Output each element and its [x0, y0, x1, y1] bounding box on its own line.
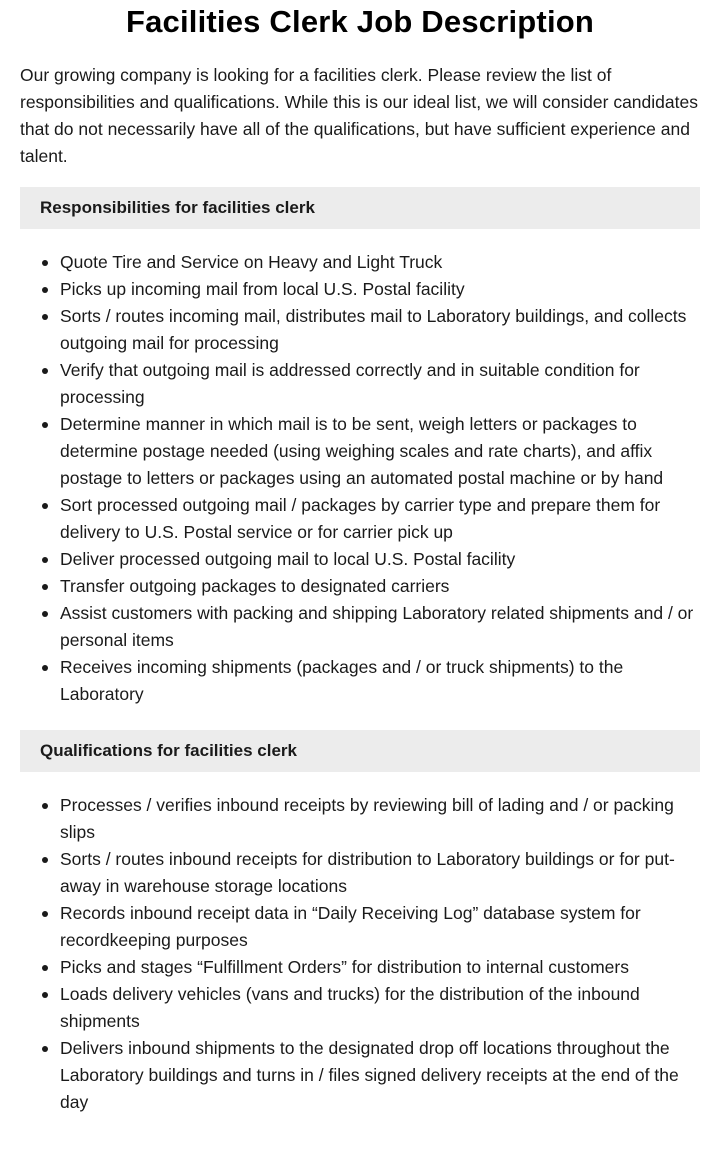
bullet-icon: [42, 368, 48, 374]
bullet-icon: [42, 287, 48, 293]
intro-paragraph: Our growing company is looking for a facilities clerk. Please review the list of responsibilities and qualifications. While this is our ideal list, we will consider candidates that do not necessarily have all of the qualifications, but have sufficient experience and talent.: [20, 65, 698, 166]
qualifications-list: [20, 792, 700, 1116]
bullet-icon: [42, 857, 48, 863]
list-item: [20, 900, 700, 954]
list-item: [20, 573, 700, 600]
bullet-icon: [42, 557, 48, 563]
list-item-text: Transfer outgoing packages to designated carriers: [60, 576, 450, 596]
list-item-text: Receives incoming shipments (packages and / or truck shipments) to the Laboratory: [60, 657, 624, 704]
qualifications-heading: Qualifications for facilities clerk: [20, 730, 700, 772]
list-item: [20, 411, 700, 492]
list-item-text: Verify that outgoing mail is addressed correctly and in suitable condition for processing: [60, 360, 640, 407]
bullet-icon: [42, 260, 48, 266]
list-item-text: Assist customers with packing and shipping Laboratory related shipments and / or personal items: [60, 603, 694, 650]
list-item: [20, 303, 700, 357]
list-item-text: Processes / verifies inbound receipts by reviewing bill of lading and / or packing slips: [60, 795, 674, 842]
list-item: [20, 546, 700, 573]
list-item: [20, 1035, 700, 1116]
list-item-text: Picks up incoming mail from local U.S. Postal facility: [60, 279, 465, 299]
list-item: [20, 276, 700, 303]
bullet-icon: [42, 422, 48, 428]
page-title: Facilities Clerk Job Description: [125, 4, 595, 39]
list-item-text: Quote Tire and Service on Heavy and Light Truck: [60, 252, 443, 272]
responsibilities-list: [20, 249, 700, 708]
list-item: [20, 654, 700, 708]
list-item-text: Picks and stages “Fulfillment Orders” for distribution to internal customers: [60, 957, 629, 977]
list-item-text: Records inbound receipt data in “Daily Receiving Log” database system for recordkeeping purposes: [60, 903, 641, 950]
list-item-text: Determine manner in which mail is to be sent, weigh letters or packages to determine postage needed (using weighing scales and rate charts), and affix postage to letters or packages using an automated postal machine or by hand: [60, 414, 664, 488]
list-item: [20, 981, 700, 1035]
list-item-text: Sorts / routes inbound receipts for distribution to Laboratory buildings or for put-away in warehouse storage locations: [60, 849, 675, 896]
bullet-icon: [42, 965, 48, 971]
bullet-icon: [42, 1046, 48, 1052]
bullet-icon: [42, 665, 48, 671]
list-item: [20, 600, 700, 654]
bullet-icon: [42, 611, 48, 617]
list-item: [20, 954, 700, 981]
list-item-text: Delivers inbound shipments to the designated drop off locations throughout the Laboratory buildings and turns in / files signed delivery receipts at the end of the day: [60, 1038, 679, 1112]
list-item: [20, 846, 700, 900]
list-item-text: Sort processed outgoing mail / packages by carrier type and prepare them for delivery to U.S. Postal service or for carrier pick up: [60, 495, 661, 542]
list-item-text: Sorts / routes incoming mail, distributes mail to Laboratory buildings, and collects outgoing mail for processing: [60, 306, 687, 353]
bullet-icon: [42, 803, 48, 809]
list-item-text: Deliver processed outgoing mail to local U.S. Postal facility: [60, 549, 516, 569]
list-item-text: Loads delivery vehicles (vans and trucks) for the distribution of the inbound shipments: [60, 984, 640, 1031]
responsibilities-heading: Responsibilities for facilities clerk: [20, 187, 700, 229]
list-item: [20, 492, 700, 546]
bullet-icon: [42, 314, 48, 320]
bullet-icon: [42, 584, 48, 590]
list-item: [20, 249, 700, 276]
bullet-icon: [42, 992, 48, 998]
bullet-icon: [42, 911, 48, 917]
list-item: [20, 792, 700, 846]
bullet-icon: [42, 503, 48, 509]
list-item: [20, 357, 700, 411]
